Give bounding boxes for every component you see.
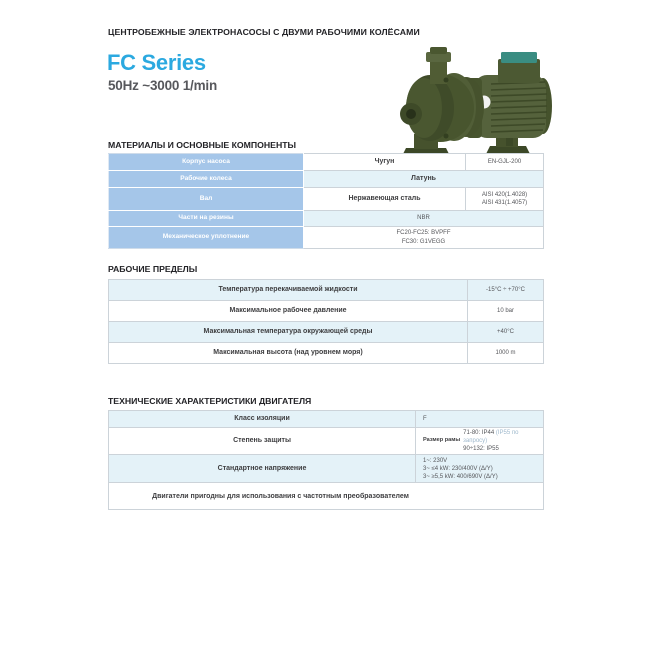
protection-line2: 90÷132: IP55 <box>463 446 499 453</box>
table-row <box>109 428 544 455</box>
standard-line: AISI 420(1.4028) <box>481 191 528 198</box>
seal-line: FC20-FC25: BVPFF <box>396 230 451 237</box>
motor-specs-heading: ТЕХНИЧЕСКИЕ ХАРАКТЕРИСТИКИ ДВИГАТЕЛЯ <box>108 396 312 406</box>
table-row <box>109 301 544 322</box>
table-row <box>109 343 544 364</box>
series-title: FC Series <box>107 50 206 75</box>
protection-label: Степень защиты <box>109 428 416 455</box>
pump-product-image <box>394 34 560 158</box>
material-label: Вал <box>109 188 304 211</box>
limit-label: Максимальная высота (над уровнем моря) <box>109 343 468 364</box>
voltage-value <box>416 455 544 483</box>
voltage-line: 3~ ≤4 kW: 230/400V (Δ/Y) <box>423 465 493 472</box>
insulation-value: F <box>416 411 544 428</box>
inverter-note: Двигатели пригодны для использования с частотным преобразователем <box>109 483 544 510</box>
materials-table <box>108 153 544 249</box>
voltage-line: 3~ ≥5,5 kW: 400/690V (Δ/Y) <box>423 473 498 480</box>
material-standard: EN-GJL-200 <box>466 154 544 171</box>
standard-line: AISI 431(1.4057) <box>481 200 528 206</box>
protection-line1: 71-80: IP44 <box>463 430 495 436</box>
material-value: Чугун <box>304 154 466 171</box>
limit-label: Температура перекачиваемой жидкости <box>109 280 468 301</box>
material-value <box>304 227 544 249</box>
table-row <box>109 455 544 483</box>
limit-label: Максимальное рабочее давление <box>109 301 468 322</box>
material-value: Латунь <box>304 171 544 188</box>
table-row <box>109 211 544 227</box>
table-row <box>109 171 544 188</box>
operating-limits-table <box>108 279 544 364</box>
terminal-box-label <box>501 52 537 63</box>
material-value: Нержавеющая сталь <box>304 188 466 211</box>
table-row <box>109 227 544 249</box>
material-label: Корпус насоса <box>109 154 304 171</box>
material-label: Рабочие колеса <box>109 171 304 188</box>
protection-value <box>416 428 544 455</box>
table-row <box>109 280 544 301</box>
table-row <box>109 483 544 510</box>
insulation-label: Класс изоляции <box>109 411 416 428</box>
limit-value: 1000 m <box>468 343 544 364</box>
pump-illustration <box>394 34 560 158</box>
page-title: ЦЕНТРОБЕЖНЫЕ ЭЛЕКТРОНАСОСЫ С ДВУМИ РАБОЧИМИ КОЛЁСАМИ <box>108 27 420 37</box>
material-value: NBR <box>304 211 544 227</box>
voltage-label: Стандартное напряжение <box>109 455 416 483</box>
table-row <box>109 188 544 211</box>
frame-size-label: Размер рамы <box>423 437 461 444</box>
table-row <box>109 322 544 343</box>
materials-heading: МАТЕРИАЛЫ И ОСНОВНЫЕ КОМПОНЕНТЫ <box>108 140 297 150</box>
material-label: Части на резины <box>109 211 304 227</box>
limit-label: Максимальная температура окружающей среды <box>109 322 468 343</box>
table-row <box>109 154 544 171</box>
table-row <box>109 411 544 428</box>
limit-value: -15°C ÷ +70°C <box>468 280 544 301</box>
seal-line: FC30: G1VEGG <box>401 238 446 245</box>
series-frequency: 50Hz ~3000 1/min <box>108 78 217 93</box>
protection-note: (IP55 по запросу) <box>463 430 519 445</box>
limit-value: 10 bar <box>468 301 544 322</box>
material-standard <box>466 188 544 211</box>
motor-specs-table <box>108 410 544 510</box>
operating-limits-heading: РАБОЧИЕ ПРЕДЕЛЫ <box>108 264 198 274</box>
material-label: Механическое уплотнение <box>109 227 304 249</box>
limit-value: +40°C <box>468 322 544 343</box>
voltage-line: 1~: 230V <box>423 457 448 464</box>
